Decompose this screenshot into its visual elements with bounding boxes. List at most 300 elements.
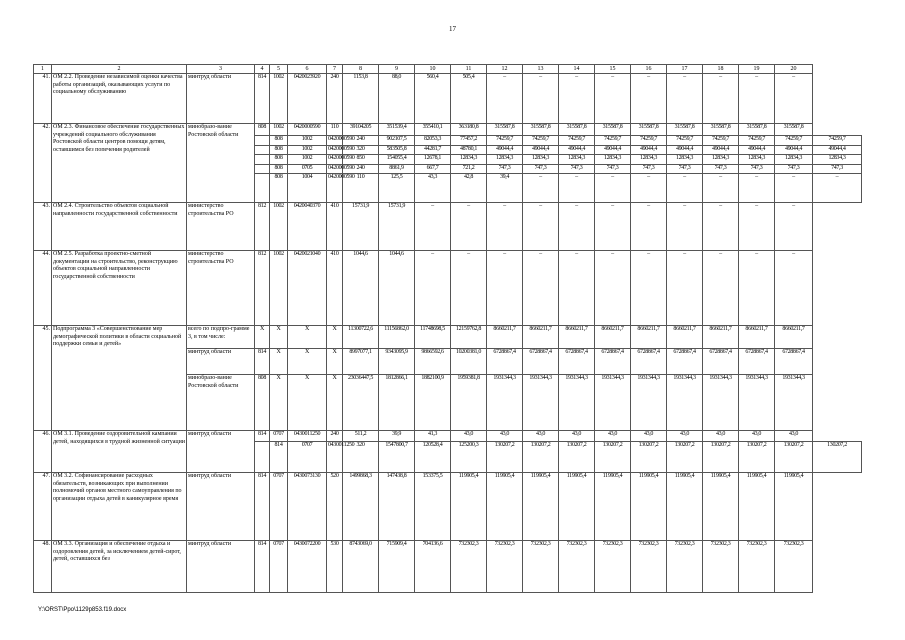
row-number: 43. <box>34 203 52 251</box>
amount-value: 43,3 <box>415 174 451 203</box>
row-number: 44. <box>34 251 52 326</box>
amount-value: – <box>703 74 739 124</box>
amount-value: – <box>703 174 739 203</box>
amount-value: – <box>523 203 559 251</box>
amount-value: 8660211,7 <box>631 326 667 349</box>
amount-value: 130207,2 <box>559 442 595 473</box>
budget-code: 0705 <box>288 164 327 174</box>
amount-value: 732302,3 <box>775 541 813 593</box>
column-number: 9 <box>379 65 415 74</box>
amount-value: 12834,3 <box>739 155 775 165</box>
amount-value: 315587,8 <box>523 124 559 136</box>
amount-value: – <box>487 74 523 124</box>
amount-value: 732302,3 <box>523 541 559 593</box>
amount-value: – <box>703 203 739 251</box>
amount-value: 747,3 <box>775 164 813 174</box>
budget-code: 1002 <box>270 251 288 326</box>
amount-value: 6728867,4 <box>631 349 667 375</box>
amount-value: – <box>451 251 487 326</box>
budget-code: 0420000590 <box>327 145 343 155</box>
budget-code: 110 <box>327 124 343 136</box>
amount-value: – <box>559 251 595 326</box>
budget-code: X <box>270 326 288 349</box>
row-number: 41. <box>34 74 52 124</box>
executor: минтруд области <box>187 349 255 375</box>
budget-code: 0707 <box>270 541 288 593</box>
amount-value: – <box>739 174 775 203</box>
row-number: 47. <box>34 473 52 541</box>
amount-value: 49044,4 <box>523 145 559 155</box>
amount-value: 1812866,1 <box>379 375 415 431</box>
table-row <box>34 124 862 136</box>
budget-code: 110 <box>343 174 379 203</box>
amount-value: 732302,3 <box>595 541 631 593</box>
column-number: 20 <box>775 65 813 74</box>
amount-value: 732302,3 <box>487 541 523 593</box>
amount-value: 120528,4 <box>415 442 451 473</box>
amount-value: 12834,3 <box>631 155 667 165</box>
budget-code: 808 <box>270 136 288 146</box>
amount-value: 8660211,7 <box>667 326 703 349</box>
budget-code: X <box>327 326 343 349</box>
budget-code: 808 <box>255 124 270 136</box>
amount-value: – <box>559 203 595 251</box>
budget-code: 0430011250 <box>288 431 327 442</box>
amount-value: 43,0 <box>667 431 703 442</box>
amount-value: 1931344,3 <box>523 375 559 431</box>
budget-code: 0707 <box>270 473 288 541</box>
amount-value: 119905,4 <box>631 473 667 541</box>
amount-value: 315587,8 <box>775 124 813 136</box>
budget-code: 1002 <box>270 124 288 136</box>
budget-code: 0420000590 <box>327 174 343 203</box>
amount-value: 315587,8 <box>559 124 595 136</box>
amount-value: 12834,3 <box>451 155 487 165</box>
amount-value: 147438,8 <box>379 473 415 541</box>
budget-code: 0420000590 <box>327 164 343 174</box>
amount-value: – <box>559 174 595 203</box>
budget-code: 0420000590 <box>327 155 343 165</box>
budget-code: 0420000590 <box>288 124 327 136</box>
amount-value: – <box>415 203 451 251</box>
executor: минобразо-вание Ростовской области <box>187 375 255 431</box>
amount-value: – <box>595 174 631 203</box>
budget-code: 850 <box>343 155 379 165</box>
budget-code: 1002 <box>270 74 288 124</box>
amount-value: 8660211,7 <box>595 326 631 349</box>
amount-value: 1044,6 <box>379 251 415 326</box>
column-number: 11 <box>451 65 487 74</box>
amount-value: 74259,7 <box>559 136 595 146</box>
budget-code: 1002 <box>288 155 327 165</box>
budget-code: 1004 <box>288 174 327 203</box>
amount-value: 363180,8 <box>451 124 487 136</box>
amount-value: 747,3 <box>703 164 739 174</box>
amount-value: 8660211,7 <box>775 326 813 349</box>
amount-value: – <box>523 251 559 326</box>
amount-value: 12159762,8 <box>451 326 487 349</box>
measure-name: ОМ 3.2. Софинансирование расходных обязательств, возникающих при выполнении полномочий органов местного самоуправления по организации отдыха детей в каникулярное время <box>52 473 187 541</box>
amount-value: 43,0 <box>775 431 813 442</box>
amount-value: 1959381,8 <box>451 375 487 431</box>
amount-value: 74259,7 <box>739 136 775 146</box>
amount-value: 511,2 <box>343 431 379 442</box>
amount-value: 732302,3 <box>631 541 667 593</box>
amount-value: 8743069,0 <box>343 541 379 593</box>
column-number: 5 <box>270 65 288 74</box>
amount-value: 82053,3 <box>415 136 451 146</box>
budget-code: 812 <box>255 203 270 251</box>
amount-value: 74259,7 <box>667 136 703 146</box>
amount-value: – <box>667 74 703 124</box>
amount-value: – <box>595 203 631 251</box>
amount-value: – <box>739 203 775 251</box>
amount-value: 153375,5 <box>415 473 451 541</box>
amount-value: 560,4 <box>415 74 451 124</box>
amount-value: – <box>415 251 451 326</box>
amount-value: 6728867,4 <box>667 349 703 375</box>
budget-code: 0430011250 <box>327 442 343 473</box>
measure-name: ОМ 2.5. Разработка проектно-сметной документации на строительство, реконструкцию объектов социальной направленности государственной собственности <box>52 251 187 326</box>
amount-value: 130207,2 <box>775 442 813 473</box>
amount-value: – <box>739 74 775 124</box>
amount-value: – <box>631 74 667 124</box>
executor: всего по подпро-грамме 3, в том числе: <box>187 326 255 349</box>
amount-value: 355410,1 <box>415 124 451 136</box>
amount-value: 43,0 <box>595 431 631 442</box>
column-number: 1 <box>34 65 52 74</box>
amount-value: 747,3 <box>739 164 775 174</box>
measure-name: ОМ 2.2. Проведение независимой оценки качества работы организаций, оказывающих услуги по социальному обслуживанию <box>52 74 187 124</box>
amount-value: – <box>487 251 523 326</box>
budget-code: 240 <box>343 136 379 146</box>
amount-value: 130207,2 <box>703 442 739 473</box>
amount-value: 88,0 <box>379 74 415 124</box>
budget-code: 0420000590 <box>327 136 343 146</box>
amount-value: 351539,4 <box>379 124 415 136</box>
amount-value: 49044,4 <box>667 145 703 155</box>
executor: министерство строительства РО <box>187 251 255 326</box>
measure-name: ОМ 2.3. Финансовое обеспечение государственных учреждений социального обслуживания Ростовской области центров помощи детям, оставшимся без попечения родителей <box>52 124 187 203</box>
amount-value: 11156862,0 <box>379 326 415 349</box>
measure-name: ОМ 2.4. Строительство объектов социальной направленности государственной собственности <box>52 203 187 251</box>
amount-value: 119905,4 <box>523 473 559 541</box>
table-row <box>34 541 862 593</box>
amount-value: 732302,3 <box>667 541 703 593</box>
amount-value: 315587,8 <box>487 124 523 136</box>
budget-code: 1002 <box>288 136 327 146</box>
amount-value: 721,2 <box>451 164 487 174</box>
amount-value: 1931344,3 <box>595 375 631 431</box>
amount-value: 43,0 <box>739 431 775 442</box>
amount-value: 732302,3 <box>739 541 775 593</box>
amount-value: 49044,4 <box>487 145 523 155</box>
amount-value: 43,0 <box>523 431 559 442</box>
budget-code: 814 <box>255 349 270 375</box>
executor <box>255 155 270 165</box>
amount-value: 8660211,7 <box>559 326 595 349</box>
amount-value: 747,3 <box>523 164 559 174</box>
budget-code: 410 <box>327 203 343 251</box>
amount-value: 11300722,6 <box>343 326 379 349</box>
budget-code: 1002 <box>288 145 327 155</box>
amount-value: 39,4 <box>487 174 523 203</box>
amount-value: 315587,8 <box>631 124 667 136</box>
amount-value: 15731,9 <box>379 203 415 251</box>
amount-value: 130207,2 <box>667 442 703 473</box>
amount-value: – <box>595 74 631 124</box>
amount-value: 6728867,4 <box>775 349 813 375</box>
amount-value: 43,0 <box>703 431 739 442</box>
column-number: 6 <box>288 65 327 74</box>
amount-value: 119905,4 <box>559 473 595 541</box>
budget-code: 808 <box>270 155 288 165</box>
executor <box>255 174 270 203</box>
amount-value: 1931344,3 <box>559 375 595 431</box>
page-number: 17 <box>449 25 456 33</box>
amount-value: 1931344,3 <box>703 375 739 431</box>
column-number: 8 <box>343 65 379 74</box>
column-number: 3 <box>187 65 255 74</box>
budget-code: 320 <box>343 145 379 155</box>
amount-value: 1931344,3 <box>739 375 775 431</box>
amount-value: 12834,3 <box>487 155 523 165</box>
budget-code: 814 <box>255 473 270 541</box>
amount-value: 1044,6 <box>343 251 379 326</box>
budget-code: 240 <box>327 74 343 124</box>
amount-value: 732302,3 <box>559 541 595 593</box>
amount-value: 732302,3 <box>451 541 487 593</box>
column-number-row <box>34 65 862 74</box>
amount-value: 10200381,0 <box>451 349 487 375</box>
measure-name: ОМ 3.3. Организация и обеспечение отдыха и оздоровления детей, за исключением детей-сирот, детей, оставшихся без <box>52 541 187 593</box>
amount-value: 74259,7 <box>703 136 739 146</box>
amount-value: 43,0 <box>631 431 667 442</box>
amount-value: 74259,7 <box>523 136 559 146</box>
amount-value: 48780,1 <box>451 145 487 155</box>
amount-value: 315587,8 <box>595 124 631 136</box>
amount-value: – <box>775 251 813 326</box>
amount-value: 667,7 <box>415 164 451 174</box>
amount-value: 39104205 <box>343 124 379 136</box>
amount-value: 49044,4 <box>631 145 667 155</box>
amount-value: – <box>631 203 667 251</box>
amount-value: 8997077,1 <box>343 349 379 375</box>
amount-value: 1931344,3 <box>487 375 523 431</box>
column-number: 14 <box>559 65 595 74</box>
amount-value: 49044,4 <box>703 145 739 155</box>
amount-value: 1499868,3 <box>343 473 379 541</box>
amount-value: 6728867,4 <box>523 349 559 375</box>
row-number: 46. <box>34 431 52 473</box>
amount-value: 23036447,5 <box>343 375 379 431</box>
column-number: 12 <box>487 65 523 74</box>
budget-code: 240 <box>327 431 343 442</box>
executor <box>255 442 270 473</box>
amount-value: 9866592,6 <box>415 349 451 375</box>
amount-value: 119905,4 <box>667 473 703 541</box>
amount-value: 6728867,4 <box>703 349 739 375</box>
amount-value: 8660211,7 <box>739 326 775 349</box>
amount-value: 130207,2 <box>523 442 559 473</box>
amount-value: 130207,2 <box>595 442 631 473</box>
amount-value: 747,3 <box>595 164 631 174</box>
budget-code: 1002 <box>270 203 288 251</box>
amount-value: 44281,7 <box>415 145 451 155</box>
budget-code: 240 <box>343 164 379 174</box>
amount-value: 747,3 <box>813 164 862 174</box>
budget-code: 0420023920 <box>288 74 327 124</box>
row-number: 48. <box>34 541 52 593</box>
amount-value: 74259,7 <box>487 136 523 146</box>
executor: министерство строительства РО <box>187 203 255 251</box>
amount-value: 119905,4 <box>775 473 813 541</box>
executor <box>255 145 270 155</box>
amount-value: – <box>775 74 813 124</box>
amount-value: – <box>667 251 703 326</box>
amount-value: 119905,4 <box>739 473 775 541</box>
budget-code: 808 <box>255 375 270 431</box>
amount-value: 43,0 <box>487 431 523 442</box>
budget-code: X <box>288 375 327 431</box>
amount-value: 154055,4 <box>379 155 415 165</box>
amount-value: 715909,4 <box>379 541 415 593</box>
amount-value: 12834,3 <box>559 155 595 165</box>
amount-value: 77457,2 <box>451 136 487 146</box>
table-row <box>34 74 862 124</box>
row-number: 45. <box>34 326 52 431</box>
amount-value: 6728867,4 <box>487 349 523 375</box>
amount-value: 130207,2 <box>487 442 523 473</box>
executor: минтруд области <box>187 473 255 541</box>
budget-code: X <box>327 375 343 431</box>
amount-value: 902107,5 <box>379 136 415 146</box>
amount-value: 125,5 <box>379 174 415 203</box>
column-number: 15 <box>595 65 631 74</box>
executor: минтруд области <box>187 541 255 593</box>
budget-code: 814 <box>255 74 270 124</box>
amount-value: 42,8 <box>451 174 487 203</box>
amount-value: 315587,8 <box>703 124 739 136</box>
budget-code: 808 <box>270 164 288 174</box>
amount-value: 119905,4 <box>487 473 523 541</box>
row-number: 42. <box>34 124 52 203</box>
amount-value: 9343095,9 <box>379 349 415 375</box>
amount-value: – <box>775 203 813 251</box>
amount-value: 74259,7 <box>813 136 862 146</box>
amount-value: – <box>667 174 703 203</box>
budget-code: 814 <box>255 541 270 593</box>
amount-value: – <box>631 174 667 203</box>
amount-value: 732302,3 <box>703 541 739 593</box>
amount-value: 1882100,9 <box>415 375 451 431</box>
amount-value: 8660211,7 <box>703 326 739 349</box>
amount-value: 12678,1 <box>415 155 451 165</box>
measure-name: Подпрограмма 3 «Совершенствование мер демографической политики в области социальной поддержки семьи и детей» <box>52 326 187 431</box>
budget-code: 0707 <box>288 442 327 473</box>
executor: минтруд области <box>187 431 255 473</box>
budget-code: 812 <box>255 251 270 326</box>
amount-value: – <box>559 74 595 124</box>
amount-value: 747,3 <box>631 164 667 174</box>
amount-value: 6728867,4 <box>595 349 631 375</box>
amount-value: 49044,4 <box>775 145 813 155</box>
amount-value: – <box>523 174 559 203</box>
amount-value: 43,0 <box>451 431 487 442</box>
budget-code: X <box>327 349 343 375</box>
amount-value: 49044,4 <box>813 145 862 155</box>
amount-value: 39,9 <box>379 431 415 442</box>
amount-value: 74259,7 <box>595 136 631 146</box>
budget-code: 320 <box>343 442 379 473</box>
budget-code: X <box>288 349 327 375</box>
budget-code: X <box>288 326 327 349</box>
amount-value: 43,0 <box>559 431 595 442</box>
amount-value: – <box>703 251 739 326</box>
budget-code: 0420040370 <box>288 203 327 251</box>
column-number: 17 <box>667 65 703 74</box>
amount-value: 8660211,7 <box>487 326 523 349</box>
table-row <box>34 203 862 251</box>
amount-value: – <box>631 251 667 326</box>
amount-value: 6728867,4 <box>739 349 775 375</box>
amount-value: – <box>739 251 775 326</box>
table-row <box>34 431 862 442</box>
amount-value: – <box>451 203 487 251</box>
amount-value: 1931344,3 <box>775 375 813 431</box>
budget-code: 0430073130 <box>288 473 327 541</box>
amount-value: 8861,9 <box>379 164 415 174</box>
budget-code: X <box>255 326 270 349</box>
executor: минобразо-вание Ростовской области <box>187 124 255 203</box>
amount-value: 12834,3 <box>775 155 813 165</box>
table-row <box>34 251 862 326</box>
budget-code: 808 <box>270 145 288 155</box>
amount-value: 49044,4 <box>739 145 775 155</box>
column-number: 4 <box>255 65 270 74</box>
amount-value: 315587,8 <box>667 124 703 136</box>
budget-code: 814 <box>270 442 288 473</box>
amount-value: 583505,8 <box>379 145 415 155</box>
table-row <box>34 473 862 541</box>
amount-value: 49044,4 <box>595 145 631 155</box>
budget-code: X <box>270 375 288 431</box>
budget-code: X <box>270 349 288 375</box>
amount-value: 505,4 <box>451 74 487 124</box>
amount-value: 315587,8 <box>739 124 775 136</box>
amount-value: 119905,4 <box>451 473 487 541</box>
amount-value: – <box>775 174 813 203</box>
amount-value: 12834,3 <box>813 155 862 165</box>
amount-value: 12834,3 <box>523 155 559 165</box>
amount-value: 1153,8 <box>343 74 379 124</box>
amount-value: 41,3 <box>415 431 451 442</box>
amount-value: – <box>813 174 862 203</box>
file-path-footer: Y:\ORST\Ppo\1129p853.f19.docx <box>38 607 127 613</box>
amount-value: 12834,3 <box>667 155 703 165</box>
executor <box>255 136 270 146</box>
executor <box>255 164 270 174</box>
amount-value: 1931344,3 <box>667 375 703 431</box>
amount-value: 704136,6 <box>415 541 451 593</box>
amount-value: 125200,3 <box>451 442 487 473</box>
budget-code: 520 <box>327 473 343 541</box>
amount-value: 15731,9 <box>343 203 379 251</box>
amount-value: 49044,4 <box>559 145 595 155</box>
amount-value: 11748698,5 <box>415 326 451 349</box>
measure-name: ОМ 3.1. Проведение оздоровительной кампании детей, находящихся в трудной жизненной ситуации <box>52 431 187 473</box>
amount-value: 747,3 <box>667 164 703 174</box>
